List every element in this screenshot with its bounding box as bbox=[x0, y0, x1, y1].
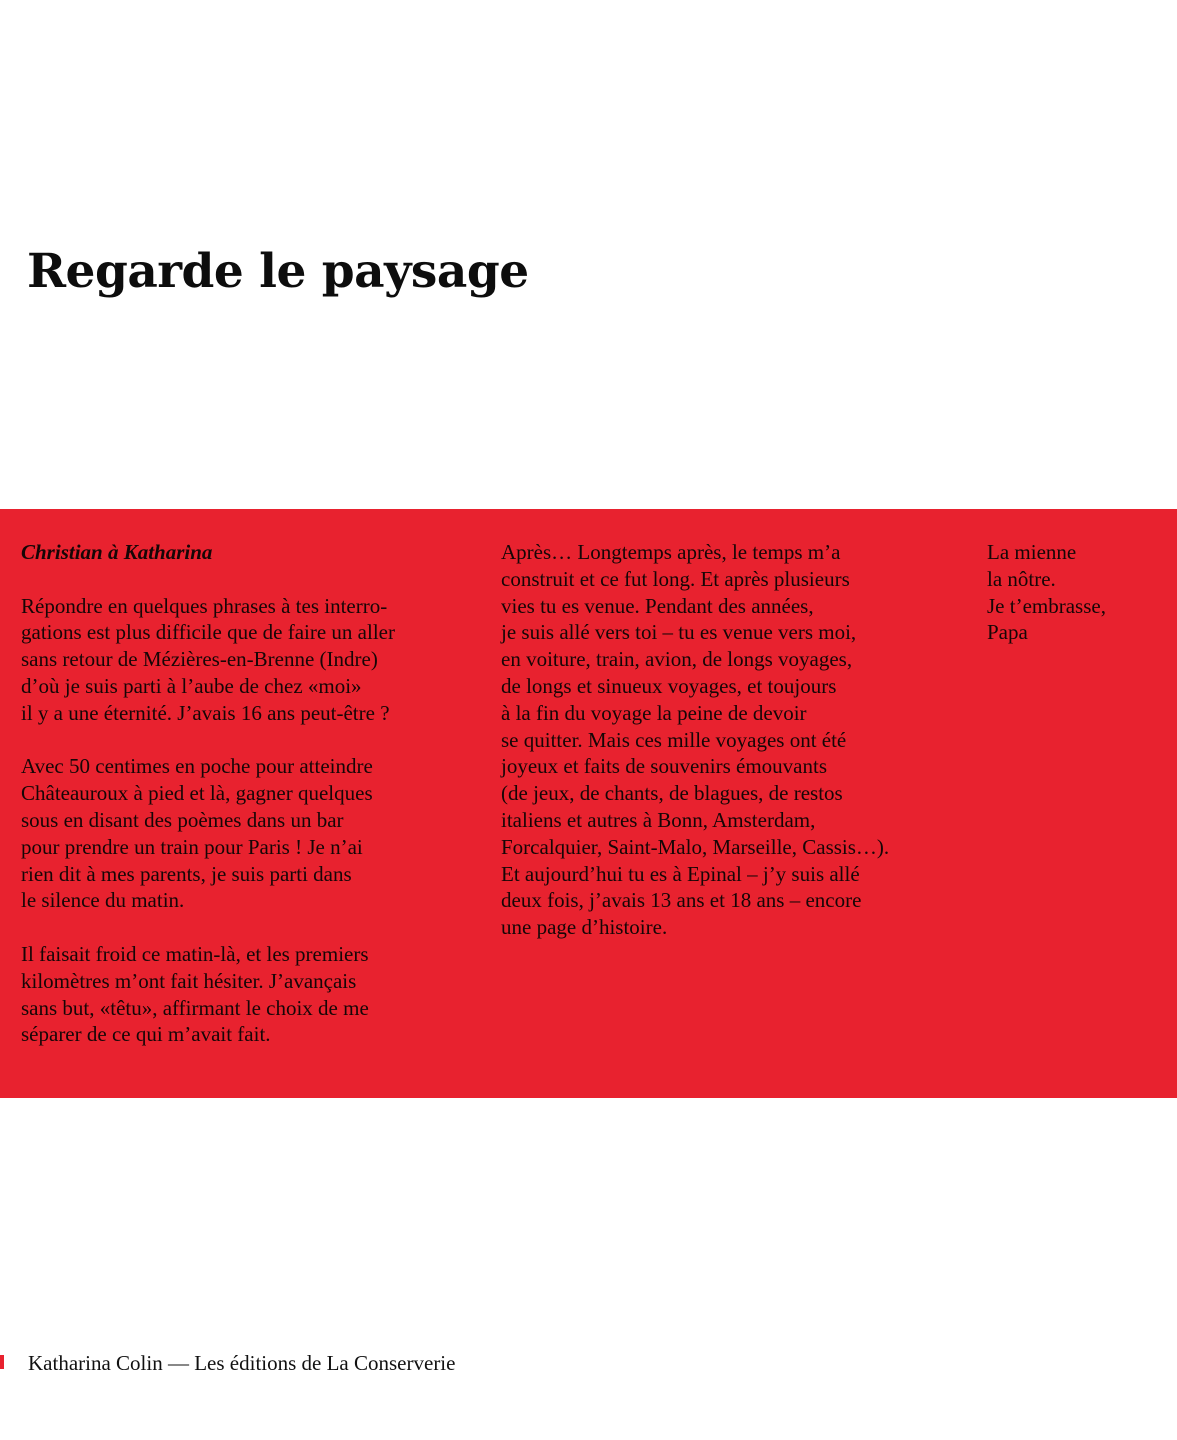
paragraph-3 bbox=[21, 941, 461, 1048]
text-line: séparer de ce qui m’avait fait. bbox=[21, 1022, 271, 1047]
letter-column-3 bbox=[987, 539, 1167, 646]
book-title: Regarde le paysage bbox=[27, 244, 529, 299]
text-line: deux fois, j’avais 13 ans et 18 ans – encore bbox=[501, 888, 862, 913]
paragraph-2 bbox=[21, 753, 461, 914]
text-line: d’où je suis parti à l’aube de chez «moi» bbox=[21, 673, 362, 698]
letter-heading: Christian à Katharina bbox=[21, 540, 213, 564]
text-line: à la fin du voyage la peine de devoir bbox=[501, 700, 807, 725]
red-text-band bbox=[0, 509, 1177, 1098]
text-line: le silence du matin. bbox=[21, 888, 185, 913]
text-line: (de jeux, de chants, de blagues, de restos bbox=[501, 781, 843, 806]
text-line: se quitter. Mais ces mille voyages ont été bbox=[501, 727, 847, 752]
footer-credit: Katharina Colin — Les éditions de La Conserverie bbox=[28, 1351, 456, 1375]
text-line: de longs et sinueux voyages, et toujours bbox=[501, 673, 837, 698]
text-line: Avec 50 centimes en poche pour atteindre bbox=[21, 754, 373, 779]
text-line: italiens et autres à Bonn, Amsterdam, bbox=[501, 807, 816, 832]
text-line: rien dit à mes parents, je suis parti dans bbox=[21, 861, 352, 886]
text-line: Répondre en quelques phrases à tes interro- bbox=[21, 593, 388, 618]
closing bbox=[987, 539, 1167, 646]
letter-column-1 bbox=[21, 539, 461, 1048]
text-line: Châteauroux à pied et là, gagner quelques bbox=[21, 781, 373, 806]
text-line: joyeux et faits de souvenirs émouvants bbox=[501, 754, 828, 779]
signature: Papa bbox=[987, 620, 1028, 645]
text-line: sous en disant des poèmes dans un bar bbox=[21, 807, 344, 832]
text-line: une page d’histoire. bbox=[501, 915, 668, 940]
text-line: sans but, «têtu», affirmant le choix de me bbox=[21, 995, 369, 1020]
paragraph-1 bbox=[21, 593, 461, 727]
text-line: construit et ce fut long. Et après plusieurs bbox=[501, 566, 850, 591]
text-line: je suis allé vers toi – tu es venue vers moi, bbox=[501, 620, 857, 645]
text-line: sans retour de Mézières-en-Brenne (Indre) bbox=[21, 647, 378, 672]
text-line: Je t’embrasse, bbox=[987, 593, 1106, 618]
text-line: Et aujourd’hui tu es à Epinal – j’y suis allé bbox=[501, 861, 860, 886]
text-line: gations est plus difficile que de faire un aller bbox=[21, 620, 395, 645]
letter-column-2 bbox=[501, 539, 941, 941]
text-line: la nôtre. bbox=[987, 566, 1056, 591]
text-line: La mienne bbox=[987, 540, 1077, 564]
edge-mark bbox=[0, 1355, 4, 1369]
text-line: il y a une éternité. J’avais 16 ans peut-être ? bbox=[21, 700, 390, 725]
text-line: vies tu es venue. Pendant des années, bbox=[501, 593, 814, 618]
text-line: Forcalquier, Saint-Malo, Marseille, Cassis…). bbox=[501, 834, 890, 859]
text-line: Il faisait froid ce matin-là, et les premiers bbox=[21, 941, 369, 966]
text-line: Après… Longtemps après, le temps m’a bbox=[501, 540, 841, 564]
paragraph-4 bbox=[501, 539, 941, 941]
text-line: pour prendre un train pour Paris ! Je n’ai bbox=[21, 834, 363, 859]
text-line: en voiture, train, avion, de longs voyages, bbox=[501, 647, 853, 672]
text-line: kilomètres m’ont fait hésiter. J’avançais bbox=[21, 968, 357, 993]
